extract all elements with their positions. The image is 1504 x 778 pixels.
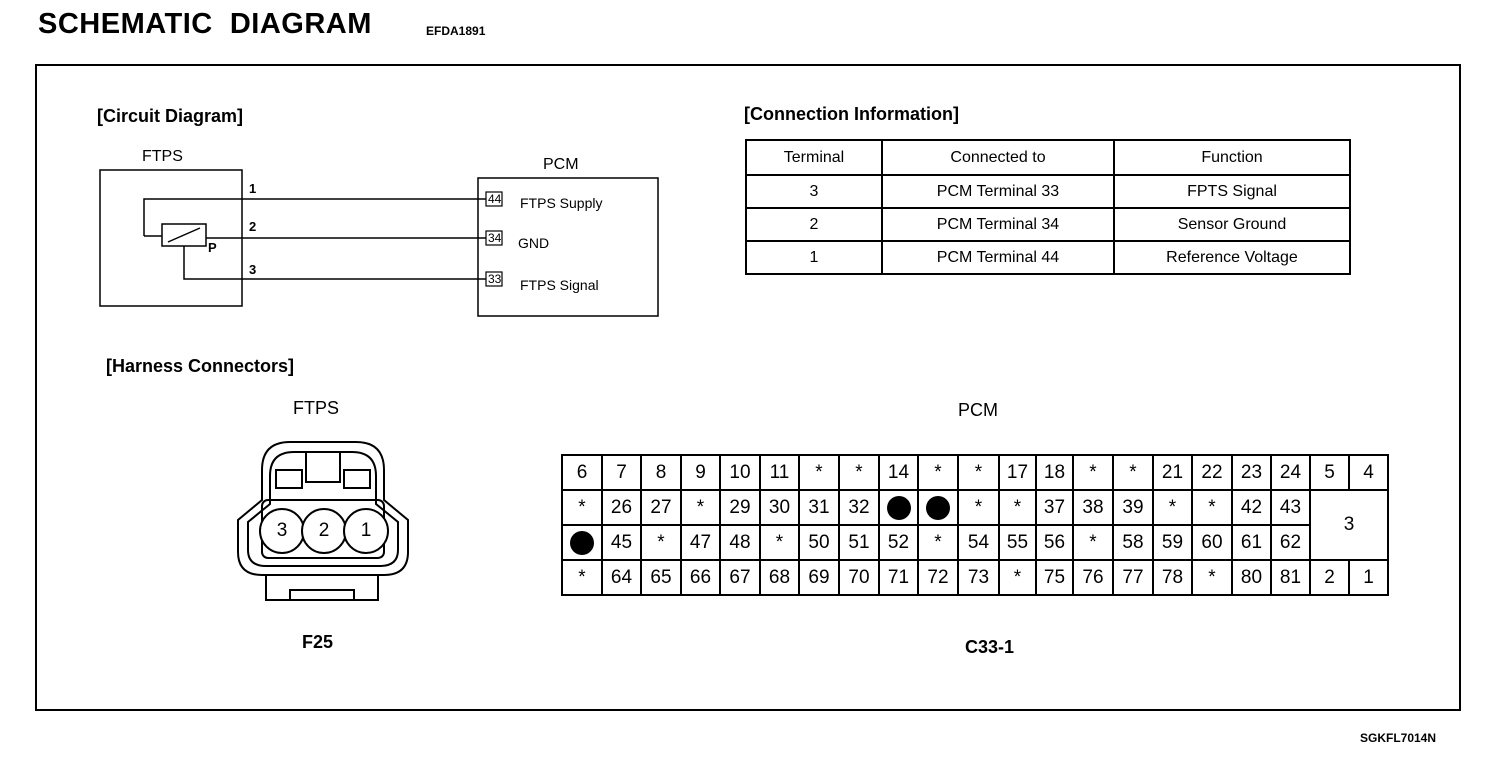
pcm-terminal: 38 <box>1073 490 1113 525</box>
pcm-terminal: 18 <box>1036 455 1073 490</box>
terminal-filled-dot <box>570 531 594 555</box>
pcm-terminal: 45 <box>602 525 641 560</box>
pcm-terminal: 64 <box>602 560 641 595</box>
connector-base <box>266 575 378 600</box>
pcm-row <box>562 525 1388 560</box>
pcm-row <box>562 455 1388 490</box>
sensor-slash <box>168 228 200 242</box>
table-row <box>746 241 1350 274</box>
pcm-terminal: 14 <box>879 455 918 490</box>
pcm-terminal: 31 <box>799 490 839 525</box>
pcm-terminal: 43 <box>1271 490 1310 525</box>
table-cell: 2 <box>746 208 882 241</box>
pcm-pin-44-number: 44 <box>488 192 502 206</box>
ftps-connector-code: F25 <box>302 632 334 652</box>
connector-latch <box>306 452 340 482</box>
pcm-terminal: 56 <box>1036 525 1073 560</box>
pcm-terminal: 60 <box>1192 525 1232 560</box>
pcm-terminal: * <box>839 455 879 490</box>
pcm-terminal: 66 <box>681 560 720 595</box>
pcm-terminal: * <box>760 525 799 560</box>
pcm-terminal: 62 <box>1271 525 1310 560</box>
terminal-filled-dot <box>926 496 950 520</box>
pcm-terminal: 8 <box>641 455 681 490</box>
pcm-terminal: * <box>641 525 681 560</box>
pcm-terminal: 73 <box>958 560 999 595</box>
pcm-terminal: 4 <box>1349 455 1388 490</box>
pcm-terminal <box>879 490 918 525</box>
pcm-terminal: * <box>1192 490 1232 525</box>
connector-tab-left <box>276 470 302 488</box>
pcm-terminal: * <box>918 525 958 560</box>
pcm-terminal: * <box>999 560 1036 595</box>
harness-heading: [Harness Connectors] <box>106 356 295 376</box>
pcm-terminal: 76 <box>1073 560 1113 595</box>
pcm-terminal: 30 <box>760 490 799 525</box>
pcm-terminal: 26 <box>602 490 641 525</box>
pcm-connector-code: C33-1 <box>965 637 1015 657</box>
figure-code: SGKFL7014N <box>1360 731 1437 745</box>
table-row <box>746 175 1350 208</box>
pcm-terminal <box>562 525 602 560</box>
pcm-terminal: * <box>1113 455 1153 490</box>
pcm-terminal: 42 <box>1232 490 1271 525</box>
pcm-terminal: 61 <box>1232 525 1271 560</box>
wire-3 <box>184 246 486 279</box>
pcm-terminal: 77 <box>1113 560 1153 595</box>
pcm-terminal: 78 <box>1153 560 1192 595</box>
pcm-terminal: 32 <box>839 490 879 525</box>
pcm-terminal: 68 <box>760 560 799 595</box>
pcm-terminal: 5 <box>1310 455 1349 490</box>
table-cell: FPTS Signal <box>1114 175 1350 208</box>
pcm-terminal: 1 <box>1349 560 1388 595</box>
sensor-p-label: P <box>208 240 217 255</box>
pcm-terminal: 27 <box>641 490 681 525</box>
column-header: Connected to <box>882 140 1114 175</box>
table-cell: 1 <box>746 241 882 274</box>
pcm-terminal: 52 <box>879 525 918 560</box>
pcm-terminal: * <box>562 560 602 595</box>
table-cell: Reference Voltage <box>1114 241 1350 274</box>
pcm-terminal: * <box>958 490 999 525</box>
ftps-label: FTPS <box>142 148 183 165</box>
pcm-terminal: 75 <box>1036 560 1073 595</box>
ftps-pin-2: 2 <box>301 508 347 554</box>
pcm-terminal: 7 <box>602 455 641 490</box>
pcm-terminal: * <box>1073 525 1113 560</box>
pcm-row <box>562 490 1388 525</box>
sensor-pin-2: 2 <box>249 219 257 234</box>
page-title: SCHEMATIC DIAGRAM <box>38 8 372 40</box>
sensor-pin-1: 1 <box>249 181 257 196</box>
table-cell: PCM Terminal 33 <box>882 175 1114 208</box>
pcm-terminal: 23 <box>1232 455 1271 490</box>
pcm-pin-44-name: FTPS Supply <box>520 195 603 211</box>
pcm-terminal: 58 <box>1113 525 1153 560</box>
pcm-pin-33-name: FTPS Signal <box>520 277 599 293</box>
pcm-terminal: * <box>799 455 839 490</box>
pcm-terminal: * <box>918 455 958 490</box>
pcm-terminal: 51 <box>839 525 879 560</box>
column-header: Terminal <box>746 140 882 175</box>
table-cell: Sensor Ground <box>1114 208 1350 241</box>
pcm-terminal: 10 <box>720 455 760 490</box>
pcm-terminal: 22 <box>1192 455 1232 490</box>
pcm-terminal: 9 <box>681 455 720 490</box>
connection-table <box>745 139 1351 275</box>
pcm-terminal <box>918 490 958 525</box>
pcm-terminal: 37 <box>1036 490 1073 525</box>
pcm-terminal: 47 <box>681 525 720 560</box>
pcm-terminal: 67 <box>720 560 760 595</box>
pcm-label: PCM <box>543 156 579 173</box>
pcm-terminal: * <box>958 455 999 490</box>
pcm-terminal: 2 <box>1310 560 1349 595</box>
table-cell: 3 <box>746 175 882 208</box>
pcm-terminal: * <box>1153 490 1192 525</box>
pcm-terminal: 48 <box>720 525 760 560</box>
table-cell: PCM Terminal 34 <box>882 208 1114 241</box>
pcm-terminal: 11 <box>760 455 799 490</box>
pcm-terminal: * <box>999 490 1036 525</box>
pcm-terminal: * <box>562 490 602 525</box>
column-header: Function <box>1114 140 1350 175</box>
pcm-terminal: 17 <box>999 455 1036 490</box>
pcm-terminal: 50 <box>799 525 839 560</box>
pcm-terminal: 6 <box>562 455 602 490</box>
pcm-terminal: 59 <box>1153 525 1192 560</box>
pcm-terminal: * <box>1073 455 1113 490</box>
ftps-connector-label: FTPS <box>293 398 340 418</box>
terminal-filled-dot <box>887 496 911 520</box>
table-row <box>746 208 1350 241</box>
connection-heading: [Connection Information] <box>744 104 959 124</box>
pcm-terminal: 81 <box>1271 560 1310 595</box>
pcm-terminal: 39 <box>1113 490 1153 525</box>
pcm-terminal: 54 <box>958 525 999 560</box>
sensor-pin-3: 3 <box>249 262 257 277</box>
pcm-terminal: 72 <box>918 560 958 595</box>
pcm-terminal: 55 <box>999 525 1036 560</box>
pcm-pin-33-number: 33 <box>488 272 502 286</box>
pcm-pin-34-name: GND <box>518 235 550 251</box>
ftps-pin-1: 1 <box>343 508 389 554</box>
circuit-heading: [Circuit Diagram] <box>97 106 244 126</box>
pcm-terminal: * <box>1192 560 1232 595</box>
pcm-terminal: 69 <box>799 560 839 595</box>
pcm-row <box>562 560 1388 595</box>
pcm-connector-label: PCM <box>958 400 998 420</box>
pcm-pin-34-number: 34 <box>488 231 502 245</box>
pcm-terminal: 80 <box>1232 560 1271 595</box>
pcm-terminal: 29 <box>720 490 760 525</box>
pcm-terminal: 71 <box>879 560 918 595</box>
connector-base-notch <box>290 590 354 600</box>
diagram-code: EFDA1891 <box>426 24 486 38</box>
pcm-terminal: 21 <box>1153 455 1192 490</box>
connector-tab-right <box>344 470 370 488</box>
pcm-terminal: 70 <box>839 560 879 595</box>
pcm-terminal-3: 3 <box>1310 490 1388 560</box>
pcm-terminal: * <box>681 490 720 525</box>
ftps-pin-3: 3 <box>259 508 305 554</box>
pcm-terminal: 65 <box>641 560 681 595</box>
pcm-terminal: 24 <box>1271 455 1310 490</box>
pcm-connector-grid <box>561 454 1389 596</box>
table-cell: PCM Terminal 44 <box>882 241 1114 274</box>
